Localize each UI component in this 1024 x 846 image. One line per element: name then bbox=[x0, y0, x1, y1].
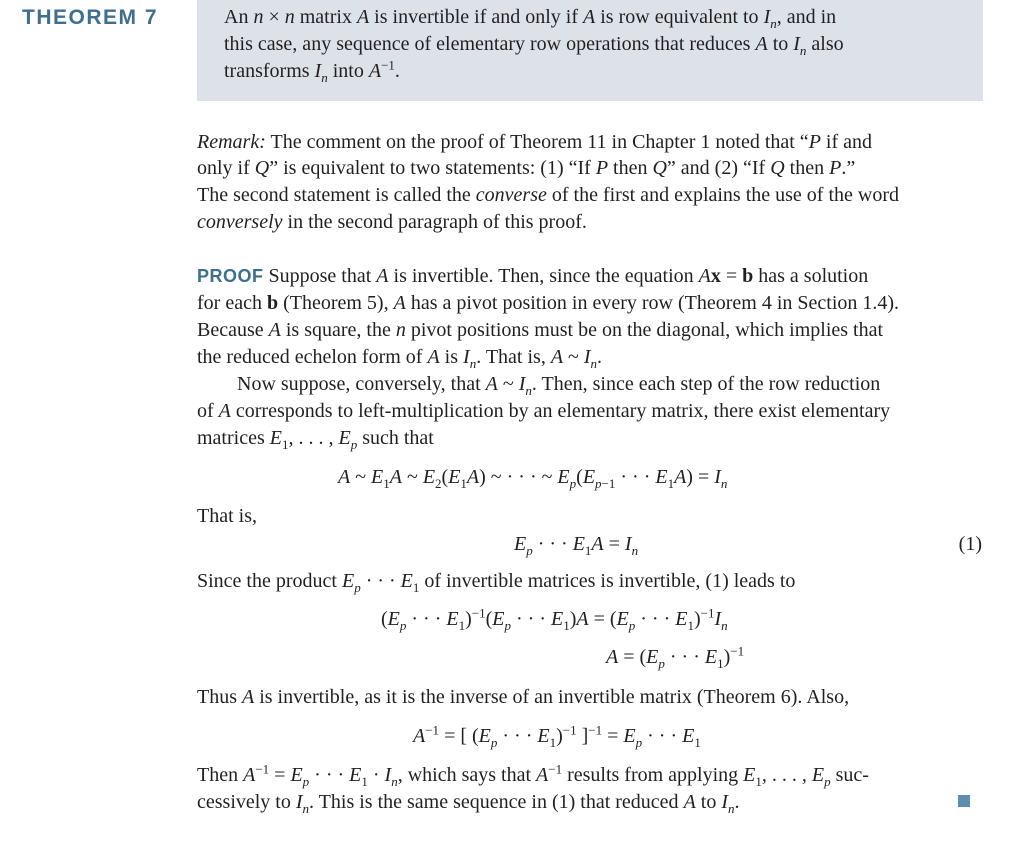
proof-line: for each b (Theorem 5), A has a pivot position in every row (Theorem 4 in Section 1.4). bbox=[197, 292, 900, 314]
proof-line: Now suppose, conversely, that A ~ $I_n$. Then, since each step of the row reduction bbox=[237, 373, 881, 398]
proof-line: of A corresponds to left-multiplication by an elementary matrix, there exist elementary bbox=[197, 400, 891, 422]
qed-square-icon bbox=[958, 795, 970, 807]
proof-line: PROOF Suppose that A is invertible. Then, since the equation Ax = b has a solution bbox=[197, 265, 869, 287]
proof-line: Since the product $E_p$ · · · $E_1$ of invertible matrices is invertible, (1) leads to bbox=[197, 570, 796, 595]
equation: ($E_p$ · · · $E_1)^{-1}(E_p$ · · · $E_1)A = (E_p$ · · · $E_1)^{-1}I_n$ bbox=[381, 605, 728, 633]
theorem-line: this case, any sequence of elementary row operations that reduces A to $I_n$ also bbox=[224, 33, 844, 58]
equation: $A^{-1}$ = [ ($E_p$ · · · $E_1)^{-1}$ ]$^{-1} = E_p$ · · · $E_1$ bbox=[413, 722, 701, 750]
equation: $E_p$ · · · $E_1A = I_n$ bbox=[514, 533, 639, 558]
proof-line: the reduced echelon form of A is $I_n$. That is, A ~ $I_n$. bbox=[197, 346, 603, 371]
proof-label: PROOF bbox=[197, 266, 264, 286]
proof-line: cessively to $I_n$. This is the same sequence in (1) that reduced A to $I_n$. bbox=[197, 791, 740, 816]
remark-line: conversely in the second paragraph of this proof. bbox=[197, 211, 587, 233]
theorem-line: An n × n matrix A is invertible if and only if A is row equivalent to $I_n$, and in bbox=[224, 6, 837, 31]
equation: A ~ $E_1A$ ~ $E_2(E_1A)$ ~ · · · ~ $E_p(E_{p-1}$ · · · $E_1A) = I_n$ bbox=[338, 466, 728, 491]
theorem-label: THEOREM 7 bbox=[22, 6, 159, 29]
theorem-line: transforms $I_n$ into $A^{-1}$. bbox=[224, 57, 400, 85]
proof-line: Thus A is invertible, as it is the inverse of an invertible matrix (Theorem 6). Also, bbox=[197, 686, 850, 708]
equation-number: (1) bbox=[958, 533, 982, 555]
proof-line: Then $A^{-1} = E_p$ · · · $E_1 \cdot I_n$, which says that $A^{-1}$ results from applying $E_1$, . . . , $E_p$ suc- bbox=[197, 761, 869, 789]
equation: $A = (E_p$ · · · $E_1)^{-1}$ bbox=[606, 643, 745, 671]
that-is: That is, bbox=[197, 505, 257, 527]
remark-line: Remark: The comment on the proof of Theorem 11 in Chapter 1 noted that “P if and bbox=[197, 131, 872, 153]
remark-title: Remark: bbox=[197, 131, 266, 153]
proof-line: Because A is square, the n pivot positions must be on the diagonal, which implies that bbox=[197, 319, 884, 341]
proof-line: matrices $E_1$, . . . , $E_p$ such that bbox=[197, 427, 434, 452]
remark-line: only if Q” is equivalent to two statements: (1) “If P then Q” and (2) “If Q then P.” bbox=[197, 157, 856, 179]
remark-line: The second statement is called the converse of the first and explains the use of the word bbox=[197, 184, 900, 206]
